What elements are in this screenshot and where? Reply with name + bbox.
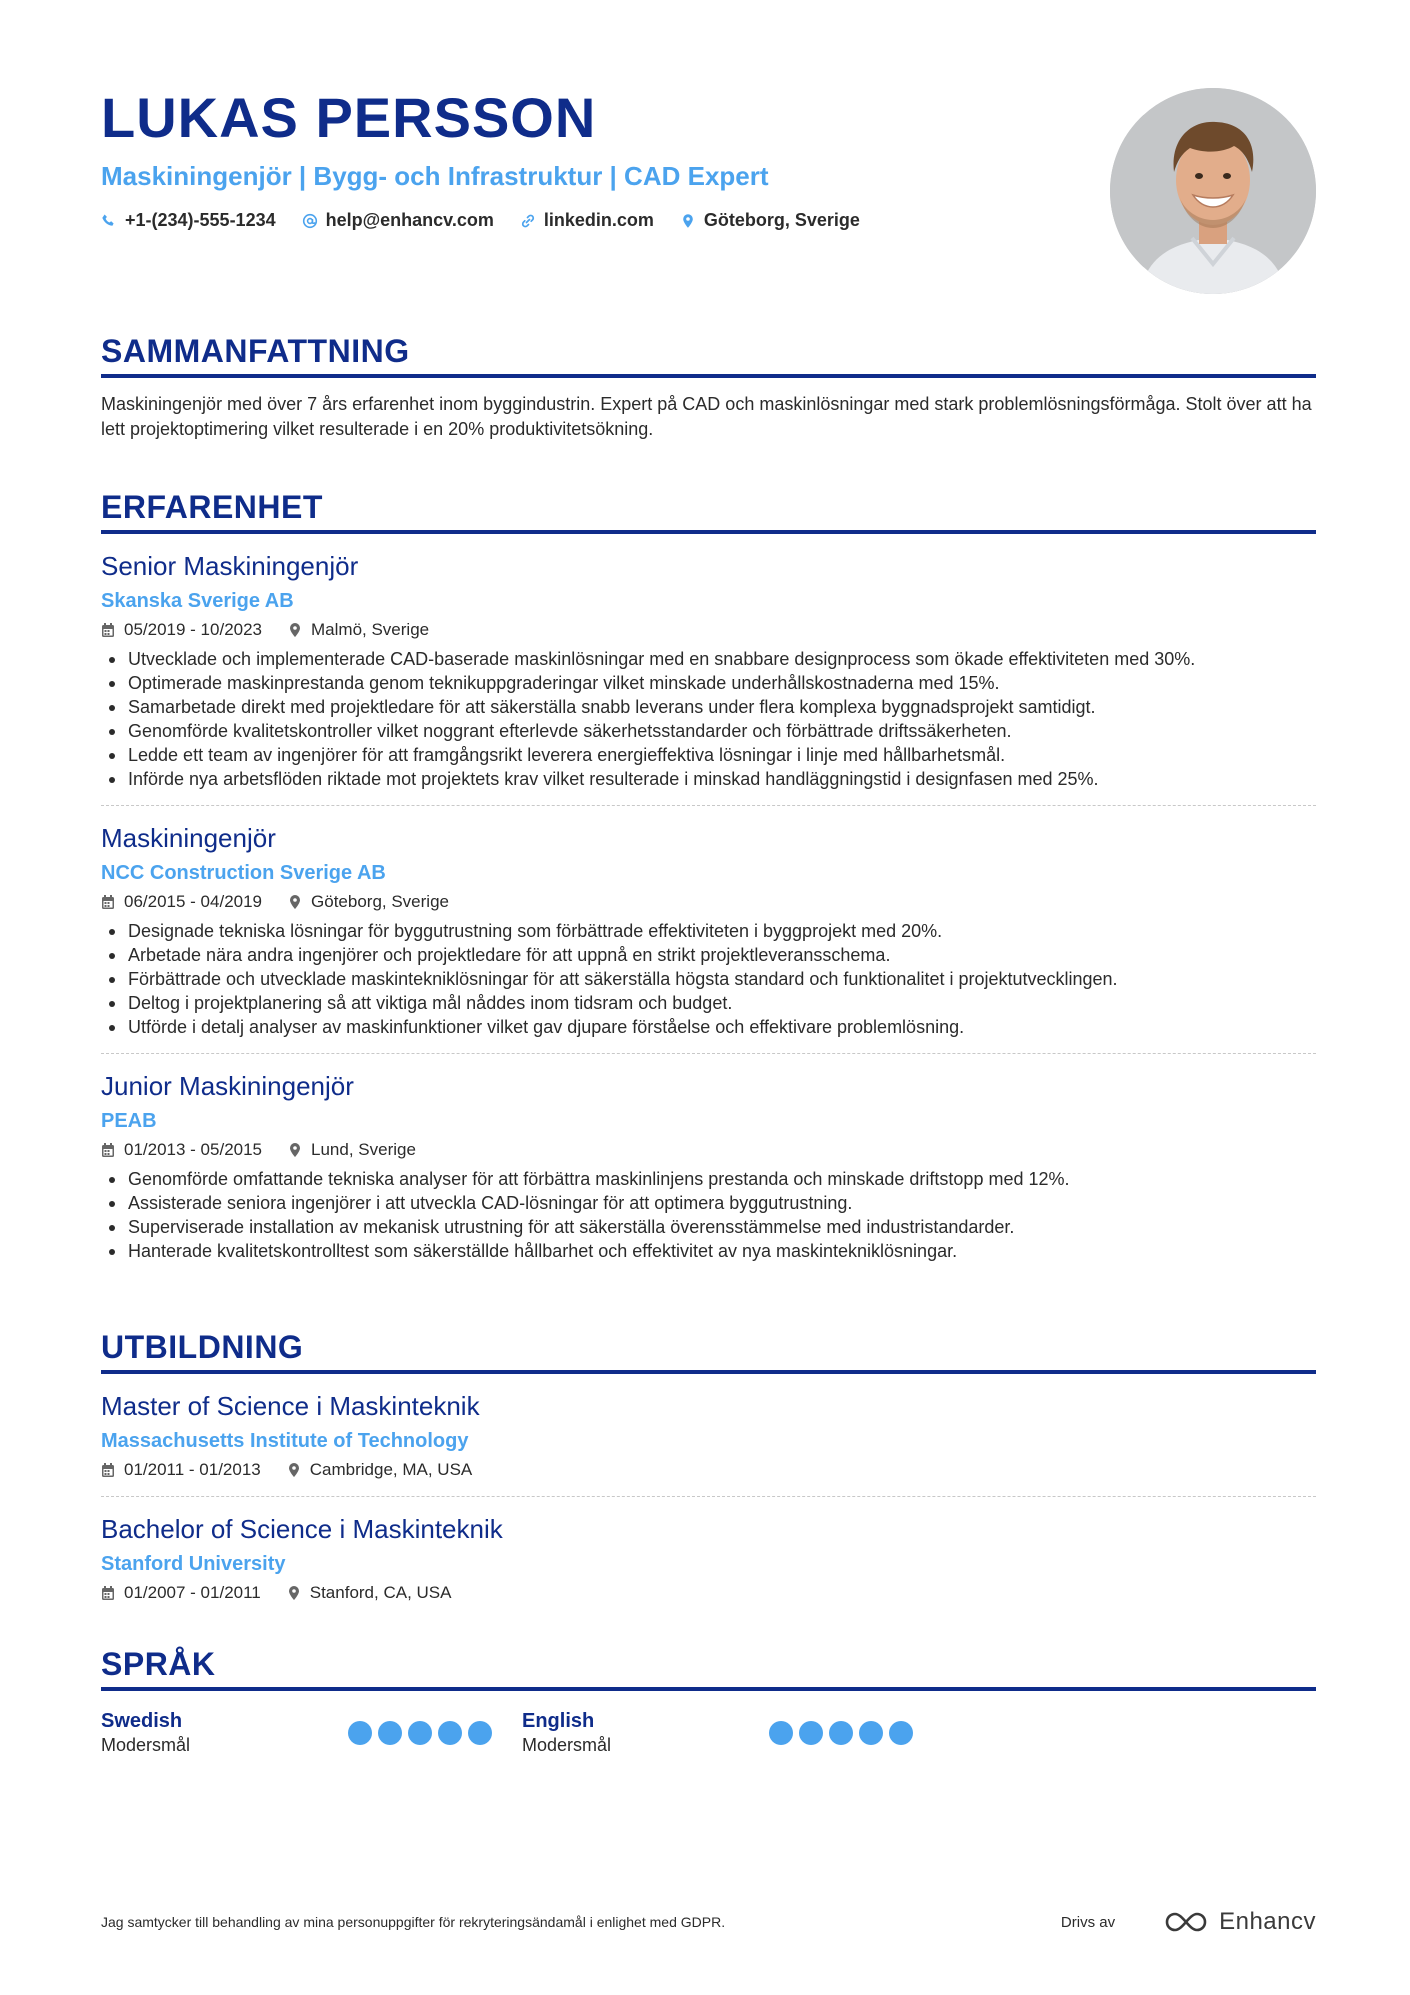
candidate-headline: Maskiningenjör | Bygg- och Infrastruktur | CAD Expert [101, 161, 769, 191]
job-location-text: Malmö, Sverige [311, 620, 430, 639]
languages-section [101, 1645, 1316, 1757]
language-list [101, 1709, 1316, 1757]
job-location [288, 890, 449, 914]
bullet-item: Utförde i detalj analyser av maskinfunktioner vilket gav djupare förståelse och effektivare problemlösning. [101, 1015, 1316, 1039]
contact-bar [101, 210, 1101, 231]
education-meta [101, 1581, 1316, 1605]
proficiency-dot [829, 1721, 853, 1745]
location-pin-icon [287, 1585, 301, 1601]
bullet-item: Förbättrade och utvecklade maskintekniklösningar för att säkerställa högsta standard och funktionalitet i projektutvecklingen. [101, 967, 1316, 991]
experience-heading: ERFARENHET [101, 488, 1316, 534]
location-pin-icon [680, 213, 696, 229]
education-location-text: Stanford, CA, USA [309, 1583, 452, 1602]
contact-phone[interactable] [101, 210, 276, 231]
location-pin-icon [288, 622, 302, 638]
proficiency-dot [889, 1721, 913, 1745]
proficiency-dot [378, 1721, 402, 1745]
location-pin-icon [288, 894, 302, 910]
powered-by-label: Drivs av [1060, 1913, 1116, 1931]
calendar-icon [101, 1142, 115, 1158]
job-dates-text: 01/2013 - 05/2015 [124, 1140, 263, 1159]
at-icon [302, 213, 318, 229]
proficiency-dot [769, 1721, 793, 1745]
job-dates [101, 1138, 262, 1162]
job-dates-text: 06/2015 - 04/2019 [124, 892, 263, 911]
candidate-name: LUKAS PERSSON [101, 86, 597, 149]
education-section [101, 1328, 1316, 1619]
contact-linkedin-text: linkedin.com [543, 210, 654, 230]
powered-by [1061, 1908, 1316, 1936]
job-dates [101, 618, 262, 642]
job-location-text: Göteborg, Sverige [311, 892, 449, 911]
job-bullets [101, 1167, 1316, 1263]
degree-title: Master of Science i Maskinteknik [101, 1391, 480, 1421]
proficiency-dot [799, 1721, 823, 1745]
proficiency-dot [348, 1721, 372, 1745]
language-item [522, 1709, 943, 1757]
job-meta [101, 890, 1316, 914]
language-text [522, 1709, 611, 1757]
proficiency-dot [408, 1721, 432, 1745]
bullet-item: Superviserade installation av mekanisk utrustning för att säkerställa överensstämmelse med industristandarder. [101, 1215, 1316, 1239]
location-pin-icon [287, 1462, 301, 1478]
language-text [101, 1709, 190, 1757]
language-name: Swedish [101, 1710, 183, 1732]
enhancv-logo[interactable] [1163, 1908, 1316, 1936]
bullet-item: Designade tekniska lösningar för byggutrustning som förbättrade effektiviteten i byggprojekt med 20%. [101, 919, 1316, 943]
gdpr-consent-text: Jag samtycker till behandling av mina personuppgifter för rekryteringsändamål i enlighet med GDPR. [101, 1914, 726, 1930]
experience-entry [101, 1054, 1316, 1277]
education-dates [101, 1581, 261, 1605]
job-title: Senior Maskiningenjör [101, 551, 359, 581]
job-title: Maskiningenjör [101, 823, 276, 853]
proficiency-dot [468, 1721, 492, 1745]
contact-email[interactable] [302, 210, 494, 231]
proficiency-dot [859, 1721, 883, 1745]
calendar-icon [101, 1462, 115, 1478]
school-name: Stanford University [101, 1553, 286, 1575]
contact-location-text: Göteborg, Sverige [703, 210, 860, 230]
language-name: English [522, 1710, 595, 1732]
experience-entry [101, 534, 1316, 806]
calendar-icon [101, 1585, 115, 1601]
contact-email-text: help@enhancv.com [325, 210, 494, 230]
contact-location [680, 210, 860, 231]
experience-entry [101, 806, 1316, 1054]
resume-header [101, 86, 1101, 231]
company-name: PEAB [101, 1110, 157, 1132]
job-meta [101, 1138, 1316, 1162]
bullet-item: Genomförde omfattande tekniska analyser för att förbättra maskinlinjens prestanda och minskade driftstopp med 12%. [101, 1167, 1316, 1191]
proficiency-dot [438, 1721, 462, 1745]
brand-name: Enhancv [1219, 1908, 1316, 1935]
summary-text: Maskiningenjör med över 7 års erfarenhet inom byggindustrin. Expert på CAD och maskinlösningar med stark problemlösningsförmåga. Stolt över att ha lett projektoptimering vilket resulterade i en 20% produktivitetsökning. [101, 394, 1312, 439]
language-level: Modersmål [522, 1735, 612, 1755]
language-item [101, 1709, 522, 1757]
bullet-item: Arbetade nära andra ingenjörer och projektledare för att uppnå en strikt projektleveransschema. [101, 943, 1316, 967]
summary-heading: SAMMANFATTNING [101, 332, 1316, 378]
company-name: Skanska Sverige AB [101, 590, 294, 612]
job-location [288, 618, 429, 642]
phone-icon [101, 213, 117, 229]
proficiency-dots [769, 1721, 913, 1757]
job-meta [101, 618, 1316, 642]
education-dates-text: 01/2007 - 01/2011 [124, 1583, 261, 1602]
job-dates [101, 890, 262, 914]
bullet-item: Assisterade seniora ingenjörer i att utveckla CAD-lösningar för att optimera byggutrustning. [101, 1191, 1316, 1215]
experience-section [101, 488, 1316, 1277]
bullet-item: Genomförde kvalitetskontroller vilket noggrant efterlevde säkerhetsstandarder och förbättrade driftssäkerheten. [101, 719, 1316, 743]
job-title: Junior Maskiningenjör [101, 1071, 354, 1101]
contact-linkedin[interactable] [520, 210, 654, 231]
bullet-item: Införde nya arbetsflöden riktade mot projektets krav vilket resulterade i minskad handläggningstid i designfasen med 25%. [101, 767, 1316, 791]
language-level: Modersmål [101, 1735, 191, 1755]
bullet-item: Deltog i projektplanering så att viktiga mål nåddes inom tidsram och budget. [101, 991, 1316, 1015]
proficiency-dots [348, 1721, 492, 1757]
languages-heading: SPRÅK [101, 1645, 1316, 1691]
education-location [287, 1581, 452, 1605]
contact-phone-text: +1-(234)-555-1234 [125, 210, 276, 230]
bullet-item: Samarbetade direkt med projektledare för att säkerställa snabb leverans under flera komplexa byggnadsprojekt samtidigt. [101, 695, 1316, 719]
calendar-icon [101, 622, 115, 638]
education-entry [101, 1374, 1316, 1497]
education-dates [101, 1458, 261, 1482]
bullet-item: Hanterade kvalitetskontrolltest som säkerställde hållbarhet och effektivitet av nya maskintekniklösningar. [101, 1239, 1316, 1263]
education-heading: UTBILDNING [101, 1328, 1316, 1374]
company-name: NCC Construction Sverige AB [101, 862, 386, 884]
bullet-item: Ledde ett team av ingenjörer för att framgångsrikt leverera energieffektiva lösningar i linje med hållbarhetsmål. [101, 743, 1316, 767]
job-bullets [101, 919, 1316, 1039]
education-dates-text: 01/2011 - 01/2013 [124, 1460, 261, 1479]
job-dates-text: 05/2019 - 10/2023 [124, 620, 263, 639]
job-location-text: Lund, Sverige [311, 1140, 416, 1159]
location-pin-icon [288, 1142, 302, 1158]
calendar-icon [101, 894, 115, 910]
infinity-logo-icon [1163, 1910, 1209, 1934]
education-entry [101, 1497, 1316, 1619]
page-footer [101, 1908, 1316, 1936]
bullet-item: Optimerade maskinprestanda genom teknikuppgraderingar vilket minskade underhållskostnaderna med 15%. [101, 671, 1316, 695]
job-bullets [101, 647, 1316, 791]
education-location [287, 1458, 473, 1482]
school-name: Massachusetts Institute of Technology [101, 1430, 469, 1452]
profile-photo [1110, 88, 1316, 294]
education-meta [101, 1458, 1316, 1482]
link-icon [520, 213, 536, 229]
job-location [288, 1138, 416, 1162]
summary-section [101, 332, 1316, 442]
degree-title: Bachelor of Science i Maskinteknik [101, 1514, 503, 1544]
bullet-item: Utvecklade och implementerade CAD-baserade maskinlösningar med en snabbare designprocess som ökade effektiviteten med 30%. [101, 647, 1316, 671]
education-location-text: Cambridge, MA, USA [309, 1460, 473, 1479]
avatar-portrait [1110, 88, 1316, 294]
